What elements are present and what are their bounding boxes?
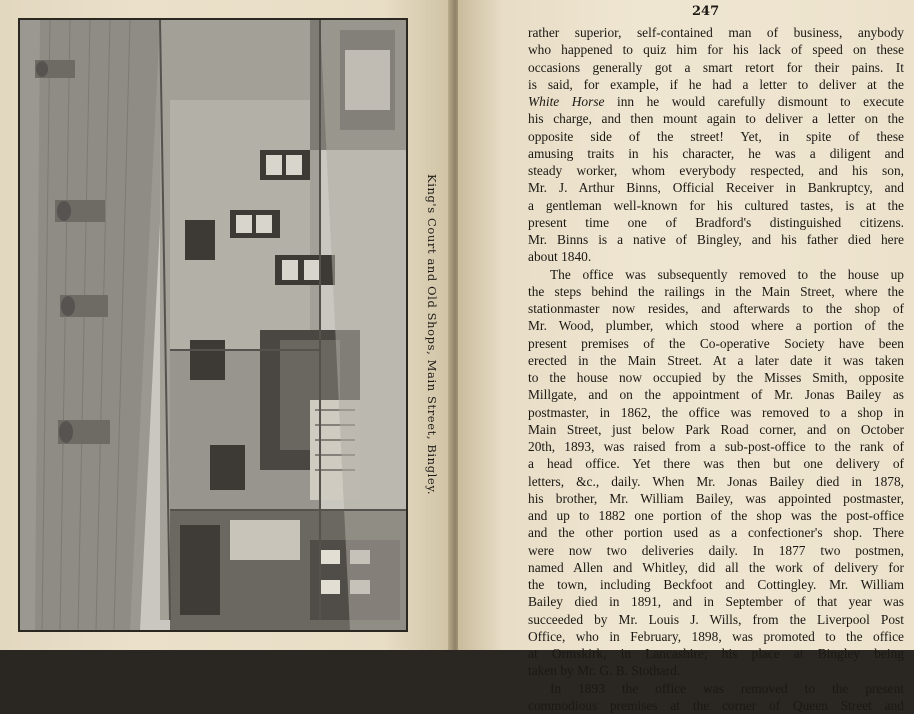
photograph-image <box>20 20 406 630</box>
text-line: Mr. Binns is a native of Bingley, and his father died here <box>528 231 904 248</box>
text-line: Mr. J. Arthur Binns, Official Receiver in Bankruptcy, and <box>528 179 904 196</box>
text-line: stationmaster now resides, and afterwards to the shop of <box>528 300 904 317</box>
text-line: about 1840. <box>528 248 904 265</box>
text-line: rather superior, self-contained man of business, anybody <box>528 24 904 41</box>
text-line: and up to 1882 one portion of the shop was the post-office <box>528 507 904 524</box>
text-line: Bailey died in 1891, and in September of that year was <box>528 593 904 610</box>
text-line: letters, &c., daily. When Mr. Jonas Bailey died in 1878, <box>528 473 904 490</box>
left-page <box>0 0 452 650</box>
paragraph <box>528 24 904 266</box>
text-line: steady worker, whom everybody respected, and his son, <box>528 162 904 179</box>
text-line: is said, for example, if he had a letter to deliver at the <box>528 76 904 93</box>
text-line: present premises of the Co-operative Society have been <box>528 335 904 352</box>
text-line: the town, including Beckfoot and Cottingley. Mr. William <box>528 576 904 593</box>
text-line: commodious premises at the corner of Queen Street and <box>528 697 904 714</box>
text-line: In 1893 the office was removed to the present <box>528 680 904 697</box>
text-line: were now two deliveries daily. In 1877 two postmen, <box>528 542 904 559</box>
paragraph <box>528 680 904 714</box>
text-line: Mr. Wood, plumber, which stood where a portion of the <box>528 317 904 334</box>
text-line: Office, who in February, 1898, was promoted to the office <box>528 628 904 645</box>
text-line: The office was subsequently removed to the house up <box>528 266 904 283</box>
text-line: at Ormskirk, in Lancashire; his place at Bingley being <box>528 645 904 662</box>
body-text <box>528 24 904 714</box>
text-line: to the house now occupied by the Misses Smith, opposite <box>528 369 904 386</box>
text-line: opposite side of the street! Yet, in spite of these <box>528 128 904 145</box>
text-line: erected in the Main Street. At a later date it was taken <box>528 352 904 369</box>
photo-caption: King's Court and Old Shops, Main Street, Bingley. <box>415 40 439 630</box>
text-line: named Allen and Whitley, did all the work of delivery for <box>528 559 904 576</box>
text-line: and the other portion used as a confectioner's shop. There <box>528 524 904 541</box>
text-line: 20th, 1893, was raised from a sub-post-office to the rank of <box>528 438 904 455</box>
page-number: 247 <box>692 4 719 19</box>
text-line: the steps behind the railings in the Main Street, where the <box>528 283 904 300</box>
text-line: occasions generally got a smart retort for their pains. It <box>528 59 904 76</box>
text-line: succeeded by Mr. Louis J. Wills, from the Liverpool Post <box>528 611 904 628</box>
text-line: amusing traits in his character, he was a diligent and <box>528 145 904 162</box>
text-line: Millgate, and on the appointment of Mr. Jonas Bailey as <box>528 386 904 403</box>
text-line: his brother, Mr. William Bailey, was appointed postmaster, <box>528 490 904 507</box>
text-line: a head office. Yet there was then but one delivery of <box>528 455 904 472</box>
text-line: Main Street, just below Park Road corner, and on October <box>528 421 904 438</box>
text-line: taken by Mr. G. B. Stothard. <box>528 662 904 679</box>
text-line: White Horse inn he would carefully dismount to execute <box>528 93 904 110</box>
paragraph <box>528 266 904 680</box>
text-line: present time one of Bradford's distinguished citizens. <box>528 214 904 231</box>
text-line: his charge, and then mount again to deliver a letter on the <box>528 110 904 127</box>
text-line: who happened to quiz him for his lack of speed on these <box>528 41 904 58</box>
text-line: postmaster, in 1862, the office was removed to a shop in <box>528 404 904 421</box>
photograph <box>18 18 408 632</box>
text-line: a gentleman well-known for his cultured tastes, is at the <box>528 197 904 214</box>
